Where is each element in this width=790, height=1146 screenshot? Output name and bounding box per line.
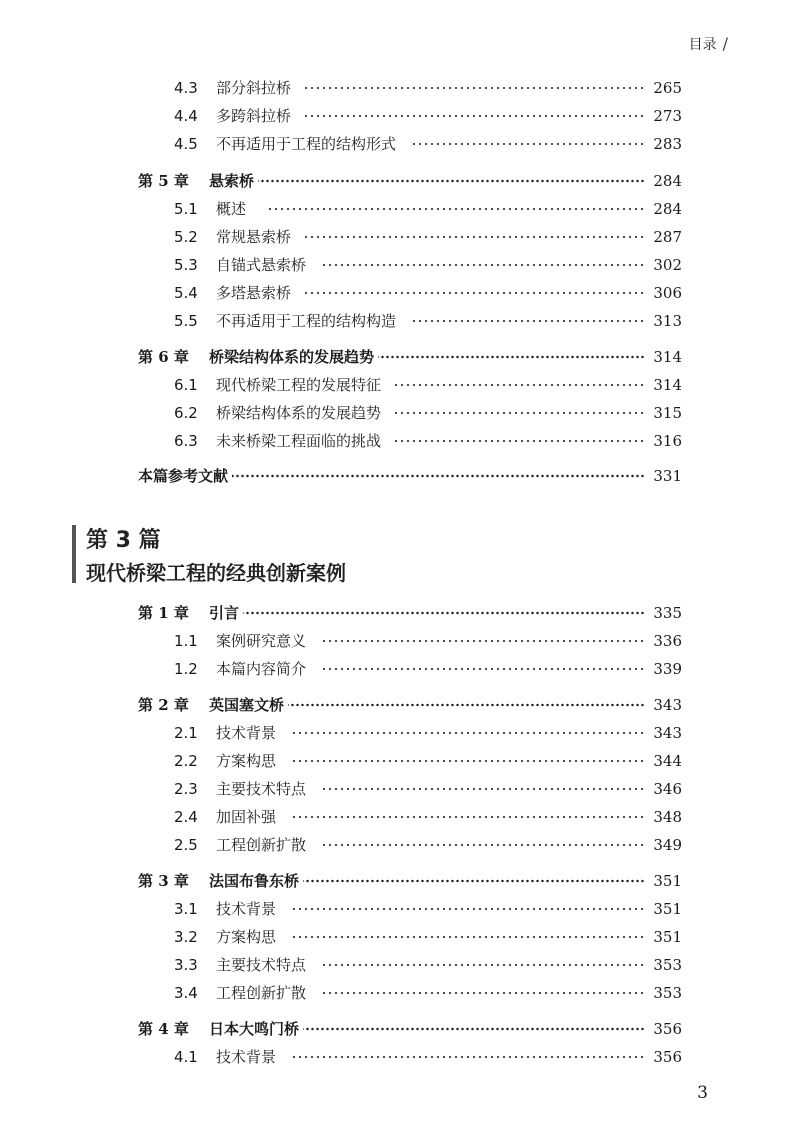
dot-leader <box>320 628 645 654</box>
toc-section-row <box>0 428 790 454</box>
toc-section-row <box>0 952 790 978</box>
toc-entry-page: 287 <box>653 228 682 246</box>
dot-leader <box>320 952 645 978</box>
toc-entry-title: 桥梁结构体系的发展趋势 <box>209 348 375 366</box>
toc-entry-number: 5.2 <box>174 228 198 246</box>
toc-entry-title: 英国塞文桥 <box>209 696 285 714</box>
toc-chapter-row <box>0 868 790 894</box>
dot-leader <box>395 372 645 398</box>
toc-entry-page: 302 <box>653 256 682 274</box>
toc-entry-title: 技术背景 <box>216 724 277 742</box>
toc-entry-title: 加固补强 <box>216 808 277 826</box>
toc-chapter-row <box>0 692 790 718</box>
dot-leader <box>243 600 645 626</box>
toc-entry-number: 1.1 <box>174 632 198 650</box>
toc-entry-title: 案例研究意义 <box>216 632 307 650</box>
toc-entry-title: 部分斜拉桥 <box>216 79 292 97</box>
toc-entry-number: 3.2 <box>174 928 198 946</box>
toc-entry-number: 6.2 <box>174 404 198 422</box>
toc-entry-title: 不再适用于工程的结构构造 <box>216 312 397 330</box>
toc-entry-title: 现代桥梁工程的发展特征 <box>216 376 382 394</box>
toc-entry-page: 351 <box>653 872 682 890</box>
toc-entry-number: 4.1 <box>174 1048 198 1066</box>
toc-entry-number: 2.4 <box>174 808 198 826</box>
toc-entry-page: 284 <box>653 200 682 218</box>
part-bar <box>72 525 76 583</box>
toc-entry-page: 314 <box>653 376 682 394</box>
toc-section-row <box>0 400 790 426</box>
dot-leader <box>320 252 645 278</box>
toc-entry-title: 工程创新扩散 <box>216 984 307 1002</box>
dot-leader <box>290 720 645 746</box>
toc-entry-page: 356 <box>653 1020 682 1038</box>
toc-chapter-row <box>0 1016 790 1042</box>
toc-entry-number: 第 5 章 <box>138 172 189 190</box>
dot-leader <box>395 428 645 454</box>
toc-section-row <box>0 308 790 334</box>
toc-section-row <box>0 628 790 654</box>
toc-entry-page: 353 <box>653 956 682 974</box>
toc-entry-title: 未来桥梁工程面临的挑战 <box>216 432 382 450</box>
toc-entry-page: 306 <box>653 284 682 302</box>
dot-leader <box>258 168 645 194</box>
page-number: 3 <box>697 1083 708 1103</box>
toc-entry-title: 主要技术特点 <box>216 956 307 974</box>
toc-entry-page: 265 <box>653 79 682 97</box>
toc-section-row <box>0 280 790 306</box>
toc-entry-number: 1.2 <box>174 660 198 678</box>
toc-entry-number: 3.3 <box>174 956 198 974</box>
toc-entry-page: 313 <box>653 312 682 330</box>
toc-section-row <box>0 980 790 1006</box>
toc-chapter-row <box>0 344 790 370</box>
toc-entry-number: 第 3 章 <box>138 872 189 890</box>
toc-entry-page: 331 <box>653 467 682 485</box>
toc-entry-number: 3.4 <box>174 984 198 1002</box>
toc-entry-number: 5.5 <box>174 312 198 330</box>
toc-entry-title: 多塔悬索桥 <box>216 284 292 302</box>
dot-leader <box>232 463 645 489</box>
toc-section-row <box>0 196 790 222</box>
dot-leader <box>290 1044 645 1070</box>
toc-entry-page: 351 <box>653 928 682 946</box>
toc-section-row <box>0 924 790 950</box>
toc-entry-page: 344 <box>653 752 682 770</box>
toc-section-row <box>0 748 790 774</box>
toc-entry-page: 348 <box>653 808 682 826</box>
dot-leader <box>410 308 645 334</box>
toc-entry-number: 5.1 <box>174 200 198 218</box>
toc-entry-page: 335 <box>653 604 682 622</box>
toc-entry-page: 339 <box>653 660 682 678</box>
dot-leader <box>320 776 645 802</box>
toc-section-row <box>0 832 790 858</box>
toc-entry-title: 法国布鲁东桥 <box>209 872 300 890</box>
toc-entry-number: 第 6 章 <box>138 348 189 366</box>
toc-entry-page: 283 <box>653 135 682 153</box>
toc-section-row <box>0 372 790 398</box>
running-head-title: 目录 <box>688 37 717 53</box>
toc-section-row <box>0 720 790 746</box>
toc-entry-title: 技术背景 <box>216 900 277 918</box>
toc-entry-title: 桥梁结构体系的发展趋势 <box>216 404 382 422</box>
toc-entry-page: 273 <box>653 107 682 125</box>
dot-leader <box>305 103 645 129</box>
toc-entry-number: 6.1 <box>174 376 198 394</box>
part-title: 现代桥梁工程的经典创新案例 <box>86 561 346 585</box>
toc-section-row <box>0 224 790 250</box>
toc-entry-title: 方案构思 <box>216 928 277 946</box>
toc-entry-title: 概述 <box>216 200 247 218</box>
dot-leader <box>266 196 645 222</box>
toc-entry-number: 4.3 <box>174 79 198 97</box>
toc-entry-page: 284 <box>653 172 682 190</box>
toc-section-row <box>0 656 790 682</box>
toc-entry-number: 2.2 <box>174 752 198 770</box>
dot-leader <box>303 1016 645 1042</box>
toc-section-row <box>0 75 790 101</box>
toc-entry-page: 314 <box>653 348 682 366</box>
toc-entry-title: 多跨斜拉桥 <box>216 107 292 125</box>
toc-entry-title: 悬索桥 <box>209 172 255 190</box>
toc-entry-title: 技术背景 <box>216 1048 277 1066</box>
toc-entry-number: 5.4 <box>174 284 198 302</box>
dot-leader <box>290 896 645 922</box>
toc-entry-page: 349 <box>653 836 682 854</box>
toc-entry-title: 常规悬索桥 <box>216 228 292 246</box>
dot-leader <box>288 692 645 718</box>
toc-entry-number: 3.1 <box>174 900 198 918</box>
dot-leader <box>290 924 645 950</box>
part-label: 第 3 篇 <box>86 528 161 553</box>
toc-entry-number: 5.3 <box>174 256 198 274</box>
toc-entry-number: 6.3 <box>174 432 198 450</box>
toc-entry-title: 本篇参考文献 <box>138 467 229 485</box>
dot-leader <box>305 280 645 306</box>
toc-entry-title: 本篇内容简介 <box>216 660 307 678</box>
toc-entry-page: 316 <box>653 432 682 450</box>
toc-section-row <box>0 131 790 157</box>
dot-leader <box>305 224 645 250</box>
toc-chapter-row <box>0 168 790 194</box>
toc-entry-number: 2.3 <box>174 780 198 798</box>
toc-entry-number: 4.5 <box>174 135 198 153</box>
toc-entry-page: 315 <box>653 404 682 422</box>
dot-leader <box>320 980 645 1006</box>
dot-leader <box>305 75 645 101</box>
dot-leader <box>290 804 645 830</box>
toc-chapter-row <box>0 600 790 626</box>
toc-section-row <box>0 896 790 922</box>
toc-entry-number: 2.1 <box>174 724 198 742</box>
running-head-slash: / <box>722 34 728 53</box>
toc-entry-page: 343 <box>653 696 682 714</box>
toc-reference-row <box>0 463 790 489</box>
toc-entry-number: 第 2 章 <box>138 696 189 714</box>
toc-entry-title: 不再适用于工程的结构形式 <box>216 135 397 153</box>
toc-section-row <box>0 776 790 802</box>
toc-section-row <box>0 804 790 830</box>
toc-entry-number: 第 1 章 <box>138 604 189 622</box>
toc-entry-page: 346 <box>653 780 682 798</box>
toc-entry-number: 4.4 <box>174 107 198 125</box>
toc-entry-page: 336 <box>653 632 682 650</box>
running-head <box>689 34 728 54</box>
toc-section-row <box>0 103 790 129</box>
toc-entry-title: 引言 <box>209 604 240 622</box>
dot-leader <box>395 400 645 426</box>
toc-entry-number: 第 4 章 <box>138 1020 189 1038</box>
toc-entry-title: 方案构思 <box>216 752 277 770</box>
toc-entry-page: 353 <box>653 984 682 1002</box>
dot-leader <box>320 656 645 682</box>
dot-leader <box>303 868 645 894</box>
toc-section-row <box>0 252 790 278</box>
toc-entry-title: 工程创新扩散 <box>216 836 307 854</box>
toc-entry-title: 自锚式悬索桥 <box>216 256 307 274</box>
toc-entry-page: 356 <box>653 1048 682 1066</box>
toc-entry-number: 2.5 <box>174 836 198 854</box>
toc-entry-page: 351 <box>653 900 682 918</box>
toc-entry-title: 日本大鸣门桥 <box>209 1020 300 1038</box>
dot-leader <box>320 832 645 858</box>
dot-leader <box>378 344 645 370</box>
dot-leader <box>290 748 645 774</box>
dot-leader <box>410 131 645 157</box>
toc-entry-title: 主要技术特点 <box>216 780 307 798</box>
toc-section-row <box>0 1044 790 1070</box>
toc-entry-page: 343 <box>653 724 682 742</box>
